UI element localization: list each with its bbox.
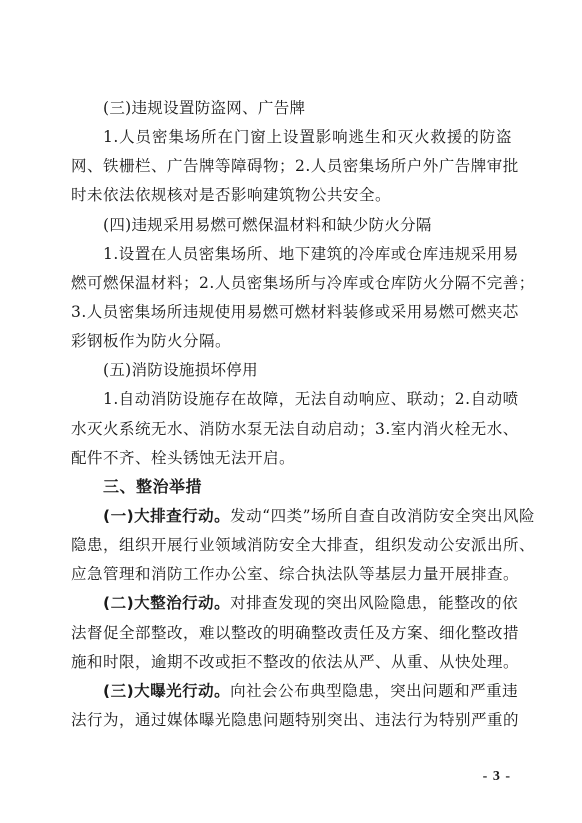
measure-lead: (三)大曝光行动。 <box>103 682 231 700</box>
section-title-3: (三)违规设置防盗网、广告牌 <box>103 99 306 117</box>
paragraph-line: 1.人员密集场所在门窗上设置影响逃生和灭火救援的防盗 <box>103 128 512 146</box>
paragraph-line: 隐患，组织开展行业领域消防安全大排查，组织发动公安派出所、 <box>71 536 536 554</box>
measure-first-line <box>103 681 519 701</box>
measure-text: 发动“四类”场所自查自改消防安全突出风险 <box>230 507 536 525</box>
paragraph-line: 法行为，通过媒体曝光隐患问题特别突出、违法行为特别严重的 <box>71 711 520 729</box>
measure-first-line <box>103 593 519 613</box>
paragraph-line: 燃可燃保温材料；2.人员密集场所与冷库或仓库防火分隔不完善； <box>71 274 535 292</box>
section-title-4: (四)违规采用易燃可燃保温材料和缺少防火分隔 <box>103 216 432 234</box>
paragraph-line: 水灭火系统无水、消防水泵无法自动启动；3.室内消火栓无水、 <box>71 420 519 438</box>
paragraph-line: 配件不齐、栓头锈蚀无法开启。 <box>71 449 296 467</box>
chapter-heading: 三、整治举措 <box>103 477 203 496</box>
page-number: - 3 - <box>482 769 511 784</box>
measure-text: 向社会公布典型隐患，突出问题和严重违 <box>230 682 519 700</box>
paragraph-line: 1.自动消防设施存在故障，无法自动响应、联动；2.自动喷 <box>103 390 519 408</box>
paragraph-line: 应急管理和消防工作办公室、综合执法队等基层力量开展排查。 <box>71 565 520 583</box>
section-title-5: (五)消防设施损坏停用 <box>103 361 258 379</box>
measure-text: 对排查发现的突出风险隐患，能整改的依 <box>230 594 519 612</box>
paragraph-line: 彩钢板作为防火分隔。 <box>71 332 232 350</box>
paragraph-line: 3.人员密集场所违规使用易燃可燃材料装修或采用易燃可燃夹芯 <box>71 303 519 321</box>
measure-lead: (二)大整治行动。 <box>103 594 231 612</box>
paragraph-line: 1.设置在人员密集场所、地下建筑的冷库或仓库违规采用易 <box>103 245 519 263</box>
paragraph-line: 施和时限，逾期不改或拒不整改的依法从严、从重、从快处理。 <box>71 653 520 671</box>
measure-first-line <box>103 506 536 526</box>
measure-lead: (一)大排查行动。 <box>103 507 231 525</box>
paragraph-line: 法督促全部整改，难以整改的明确整改责任及方案、细化整改措 <box>71 624 520 642</box>
paragraph-line: 网、铁栅栏、广告牌等障碍物；2.人员密集场所户外广告牌审批 <box>71 157 519 175</box>
paragraph-line: 时未依法依规核对是否影响建筑物公共安全。 <box>71 186 392 204</box>
